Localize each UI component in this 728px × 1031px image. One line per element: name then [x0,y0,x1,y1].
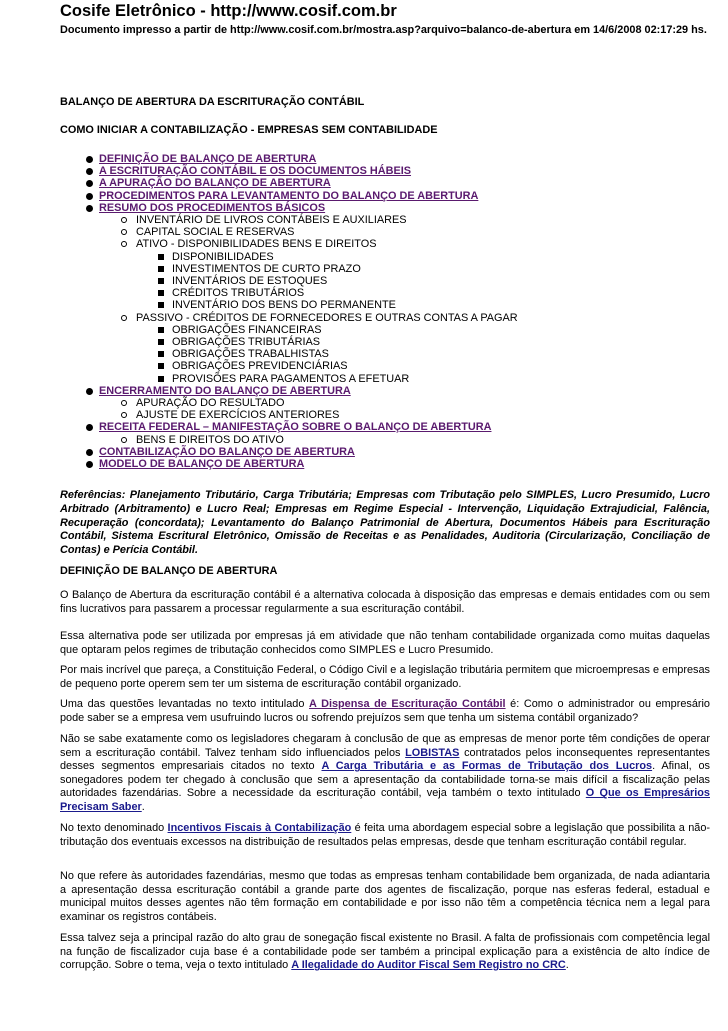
toc-text: INVENTÁRIO DE LIVROS CONTÁBEIS E AUXILIARES [136,214,407,227]
square-bullet-icon [158,266,164,272]
main-heading: BALANÇO DE ABERTURA DA ESCRITURAÇÃO CONTÁBIL [60,96,365,108]
paragraph-5-text-d: . [141,800,145,813]
toc-item [60,238,518,250]
toc-item [60,434,518,446]
circle-bullet-icon [121,241,127,247]
square-bullet-icon [158,278,164,284]
disc-bullet-icon [86,205,93,212]
toc-link[interactable]: RESUMO DOS PROCEDIMENTOS BÁSICOS [99,201,326,214]
toc-item[interactable] [60,446,518,458]
paragraph-6 [60,822,710,849]
disc-bullet-icon [86,180,93,187]
link-dispensa-escrituracao[interactable]: A Dispensa de Escrituração Contábil [309,698,506,710]
toc-text: PROVISÕES PARA PAGAMENTOS A EFETUAR [172,372,410,385]
paragraph-3: Por mais incrível que pareça, a Constituição Federal, o Código Civil e a legislação tributária permitem que microempresas e empresas de pequeno porte operem sem ter um sistema de escrituração contábil organizado. [60,664,710,690]
paragraph-5-text-b: contratados pelos inconsequentes representantes desses segmentos empresariais citados no texto [60,746,710,773]
toc-item[interactable] [60,421,518,433]
toc-text: OBRIGAÇÕES TRIBUTÁRIAS [172,336,321,349]
toc-item [60,275,518,287]
link-carga-tributaria[interactable]: A Carga Tributária e as Formas de Tributação dos Lucros [321,760,653,773]
toc-item [60,373,518,385]
toc-text: CRÉDITOS TRIBUTÁRIOS [172,287,305,300]
paragraph-5-text-c: . Afinal, os sonegadores podem ter chegado à conclusão que sem a apresentação da contabilidade torna-se mais difícil a fiscalização pelas autoridades fazendárias. Sobre a necessidade da escrituração contábil, veja também o texto intitulado [60,760,710,800]
square-bullet-icon [158,363,164,369]
toc-item [60,324,518,336]
toc-item[interactable] [60,385,518,397]
disc-bullet-icon [86,424,93,431]
paragraph-4 [60,698,710,725]
toc-item[interactable] [60,165,518,177]
link-lobistas[interactable]: LOBISTAS [405,746,460,759]
paragraph-7: No que refere às autoridades fazendárias, mesmo que todas as empresas tenham contabilidade bem organizada, de nada adiantaria a apresentação dessa escrituração contábil a grande parte dos agentes de fiscalização, porque nas esferas federal, estadual e municipal muitos desses agentes não têm formação em contabilidade e por isso não têm a competência técnica nem a legal para examinar os registros contábeis. [60,870,710,923]
toc-item [60,287,518,299]
square-bullet-icon [158,351,164,357]
toc-item [60,299,518,311]
toc-item [60,263,518,275]
site-title: Cosife Eletrônico - http://www.cosif.com.br [60,2,397,20]
toc-item [60,409,518,421]
paragraph-1: O Balanço de Abertura da escrituração contábil é a alternativa colocada à disposição das empresas e demais entidades com ou sem fins lucrativos para passarem a processar regularmente a sua escrituração contábil. [60,589,710,615]
paragraph-8-text-a: Essa talvez seja a principal razão do alto grau de sonegação fiscal existente no Brasil. A falta de profissionais com competência legal na função de fiscalizador cuja base é a contabilidade pode ser também a principal explicação para a existência de alto índice de corrupção. Sobre o tema, veja o texto intitulado [60,932,710,972]
circle-bullet-icon [121,412,127,418]
toc-text: OBRIGAÇÕES TRABALHISTAS [172,348,329,361]
disc-bullet-icon [86,461,93,468]
paragraph-8 [60,932,710,973]
toc-link[interactable]: PROCEDIMENTOS PARA LEVANTAMENTO DO BALANÇO DE ABERTURA [99,189,479,202]
toc-text: CAPITAL SOCIAL E RESERVAS [136,226,295,239]
toc-item [60,214,518,226]
toc-link[interactable]: MODELO DE BALANÇO DE ABERTURA [99,458,305,471]
link-o-que-os-empresarios[interactable]: O Que os Empresários Precisam Saber [60,787,710,813]
toc-text: AJUSTE DE EXERCÍCIOS ANTERIORES [136,409,340,422]
toc-item [60,348,518,360]
circle-bullet-icon [121,229,127,235]
square-bullet-icon [158,376,164,382]
toc-link[interactable]: CONTABILIZAÇÃO DO BALANÇO DE ABERTURA [99,445,355,458]
toc-item [60,226,518,238]
toc-link[interactable]: DEFINIÇÃO DE BALANÇO DE ABERTURA [99,153,317,165]
paragraph-8-text-b: . [565,959,569,972]
toc-text: APURAÇÃO DO RESULTADO [136,397,285,410]
toc-text: OBRIGAÇÕES FINANCEIRAS [172,323,322,336]
toc-item[interactable] [60,202,518,214]
toc-link[interactable]: ENCERRAMENTO DO BALANÇO DE ABERTURA [99,384,351,397]
toc-item[interactable] [60,190,518,202]
section-heading: DEFINIÇÃO DE BALANÇO DE ABERTURA [60,565,278,577]
toc-item [60,251,518,263]
toc-text: INVENTÁRIO DOS BENS DO PERMANENTE [172,299,396,312]
toc-item [60,360,518,372]
toc-link[interactable]: RECEITA FEDERAL – MANIFESTAÇÃO SOBRE O BALANÇO DE ABERTURA [99,421,492,434]
paragraph-2: Essa alternativa pode ser utilizada por empresas já em atividade que não tenham contabilidade organizada como muitas daquelas que optaram pelos regimes de tributação conhecidos como SIMPLES e Lucro Presumido. [60,630,710,656]
square-bullet-icon [158,290,164,296]
toc-text: OBRIGAÇÕES PREVIDENCIÁRIAS [172,360,348,373]
disc-bullet-icon [86,388,93,395]
references: Referências: Planejamento Tributário, Carga Tributária; Empresas com Tributação pelo SIMPLES, Lucro Presumido, Lucro Arbitrado (Arbitramento) e Lucro Real; Empresas em Regime Especial - Intervenção, Liquidação Extrajudicial, Falência, Recuperação (concordata); Levantamento do Balanço Patrimonial de Abertura, Documentos Hábeis para Escrituração Contábil, Sistema Escritural Eletrônico, Omissão de Receitas e as Penalidades, Auditoria (Circularização, Conciliação de Contas) e Perícia Contábil. [60,489,710,557]
disc-bullet-icon [86,449,93,456]
toc-text: INVESTIMENTOS DE CURTO PRAZO [172,262,361,275]
paragraph-6-text-b: é feita uma abordagem especial sobre a legislação que possibilita a não-tributação dos eventuais excessos na distribuição de resultados pelas empresas, desde que tenham escrituração contábil regular. [60,822,710,848]
paragraph-6-text-a: No texto denominado [60,822,168,834]
disc-bullet-icon [86,156,93,163]
toc-link[interactable]: A ESCRITURAÇÃO CONTÁBIL E OS DOCUMENTOS HÁBEIS [99,165,412,178]
paragraph-5 [60,733,710,815]
circle-bullet-icon [121,400,127,406]
square-bullet-icon [158,327,164,333]
circle-bullet-icon [121,217,127,223]
link-ilegalidade-auditor[interactable]: A Ilegalidade do Auditor Fiscal Sem Registro no CRC [291,959,566,972]
paragraph-4-text-a: Uma das questões levantadas no texto intitulado [60,698,310,710]
paragraph-4-text-b: é: Como o administrador ou empresário pode saber se a empresa vem usufruindo lucros ou sofrendo prejuízos sem que tenha um sistema contábil organizado? [60,698,710,724]
toc-text: ATIVO - DISPONIBILIDADES BENS E DIREITOS [136,238,377,251]
paragraph-5-text-a: Não se sabe exatamente como os legisladores chegaram à conclusão de que as empresas de menor porte têm condições de operar sem a escrituração contábil. Talvez tenham sido influenciados pelos [60,733,710,759]
disc-bullet-icon [86,193,93,200]
square-bullet-icon [158,254,164,260]
toc-text: PASSIVO - CRÉDITOS DE FORNECEDORES E OUTRAS CONTAS A PAGAR [136,311,518,324]
circle-bullet-icon [121,315,127,321]
toc-text: BENS E DIREITOS DO ATIVO [136,433,284,446]
toc-item[interactable] [60,153,518,165]
toc-item[interactable] [60,458,518,470]
table-of-contents [60,153,518,470]
toc-link[interactable]: A APURAÇÃO DO BALANÇO DE ABERTURA [99,177,331,190]
square-bullet-icon [158,339,164,345]
toc-item [60,397,518,409]
toc-text: INVENTÁRIOS DE ESTOQUES [172,275,328,288]
toc-item [60,312,518,324]
print-info: Documento impresso a partir de http://www.cosif.com.br/mostra.asp?arquivo=balanco-de-abertura em 14/6/2008 02:17:29 hs. [60,24,707,36]
toc-item [60,336,518,348]
sub-heading: COMO INICIAR A CONTABILIZAÇÃO - EMPRESAS SEM CONTABILIDADE [60,124,438,136]
toc-item[interactable] [60,177,518,189]
toc-text: DISPONIBILIDADES [172,250,274,263]
circle-bullet-icon [121,437,127,443]
square-bullet-icon [158,302,164,308]
link-incentivos-fiscais[interactable]: Incentivos Fiscais à Contabilização [167,822,352,834]
disc-bullet-icon [86,168,93,175]
